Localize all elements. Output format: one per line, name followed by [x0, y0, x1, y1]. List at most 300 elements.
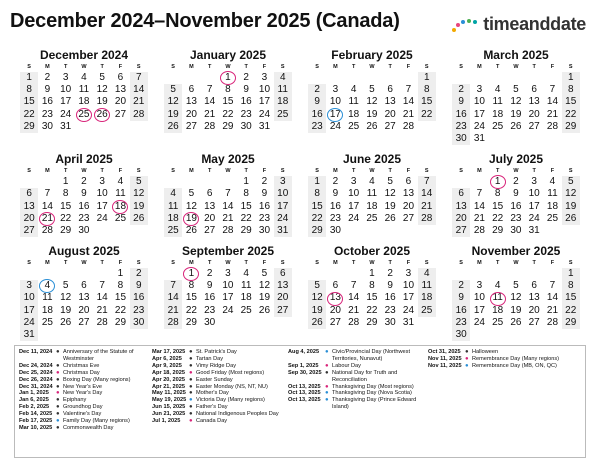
day-cell: 25	[418, 305, 436, 317]
day-cell: 18	[492, 304, 504, 316]
day-cell: 9	[308, 96, 326, 108]
day-cell: 27	[402, 212, 415, 224]
day-cell: 12	[164, 96, 182, 108]
day-cell: 14	[41, 200, 53, 212]
day-cell: 19	[510, 108, 522, 120]
bullet-icon: ●	[189, 349, 193, 355]
day-cell: 3	[225, 268, 231, 280]
day-cell: 10	[258, 84, 271, 96]
weekday-label: S	[171, 168, 175, 175]
month-name: March 2025	[483, 48, 549, 62]
day-cell: 28	[546, 316, 559, 328]
day-cell: 24	[222, 304, 234, 316]
day-cell: 16	[78, 200, 90, 212]
month-calendar	[452, 47, 580, 145]
day-cell: 25	[41, 316, 53, 328]
empty-day-cell	[525, 268, 543, 280]
legend-holiday-name: Father's Day	[196, 404, 228, 411]
day-cell: 8	[494, 188, 501, 200]
day-cell: 3	[261, 72, 268, 83]
weekday-label: W	[369, 168, 375, 175]
day-cell: 25	[492, 120, 504, 132]
bullet-icon: ●	[56, 418, 60, 425]
legend-entry	[288, 363, 425, 370]
holiday-day: 1	[489, 176, 507, 188]
day-cell: 30	[510, 224, 522, 236]
legend-entry	[152, 349, 285, 356]
timeanddate-logo-icon	[451, 17, 479, 33]
empty-day-cell	[164, 268, 182, 280]
bullet-icon: ●	[56, 390, 60, 397]
day-cell: 20	[329, 304, 341, 316]
day-cell: 9	[332, 188, 339, 200]
day-cell: 28	[41, 224, 53, 236]
legend-date: Apr 18, 2025	[152, 369, 185, 376]
bullet-icon: ●	[56, 383, 60, 390]
legend-holiday-name: National Day for Truth and Reconciliation	[332, 369, 398, 383]
day-cell: 5	[513, 280, 519, 292]
day-cell: 8	[562, 280, 580, 292]
legend-date: Oct 13, 2025	[288, 383, 321, 390]
regional-holiday-day: 17	[326, 109, 344, 121]
legend-date: Mar 10, 2025	[19, 424, 53, 431]
empty-day-cell	[525, 72, 543, 84]
weekday-label: S	[459, 168, 463, 175]
weekday-label: T	[244, 64, 248, 70]
weekday-header	[20, 259, 148, 268]
weekday-label: S	[315, 168, 319, 175]
day-cell: 27	[204, 224, 216, 236]
weekday-label: F	[550, 260, 555, 267]
day-cell: 22	[492, 212, 504, 224]
weekday-label: T	[388, 64, 392, 70]
empty-day-cell	[507, 72, 525, 84]
day-cell: 22	[20, 109, 38, 121]
day-cell: 21	[130, 96, 148, 108]
day-cell: 11	[42, 292, 53, 304]
day-cell: 28	[204, 120, 216, 132]
weekday-label: F	[262, 260, 267, 267]
day-cell: 25	[164, 225, 182, 237]
day-cell: 2	[308, 84, 326, 96]
day-cell: 15	[562, 96, 580, 108]
day-cell: 5	[261, 268, 268, 280]
weekday-label: W	[513, 168, 519, 175]
day-cell: 13	[204, 200, 216, 212]
day-cell: 8	[62, 188, 69, 200]
day-cell: 15	[562, 292, 580, 304]
day-cell: 30	[452, 329, 470, 341]
holiday-day: 1	[219, 72, 237, 84]
empty-day-cell	[75, 268, 93, 280]
weekday-label: W	[81, 260, 87, 267]
weekday-label: T	[388, 168, 392, 175]
day-cell: 27	[185, 120, 197, 132]
month-name: September 2025	[181, 244, 275, 259]
legend-date: Dec 24, 2024	[19, 362, 53, 369]
legend-entry	[428, 349, 588, 356]
day-cell: 14	[402, 96, 415, 108]
day-cell: 29	[185, 316, 197, 328]
day-cell: 27	[528, 316, 540, 328]
day-cell: 12	[384, 188, 396, 200]
legend-entry	[152, 397, 285, 404]
day-cell: 23	[510, 212, 522, 224]
day-cell: 24	[473, 316, 485, 328]
bullet-icon: ●	[325, 390, 329, 397]
day-cell: 9	[261, 188, 268, 200]
day-cell: 12	[562, 188, 580, 200]
day-cell: 4	[369, 176, 375, 188]
day-cell: 23	[308, 121, 326, 133]
month-name: October 2025	[333, 244, 411, 259]
empty-day-cell	[326, 72, 344, 84]
day-cell: 18	[41, 304, 53, 316]
day-cell: 11	[366, 188, 378, 200]
weekday-label: T	[207, 168, 212, 175]
weekday-label: S	[136, 260, 141, 267]
empty-day-cell	[363, 72, 381, 84]
day-cell: 25	[492, 316, 504, 328]
legend-entry	[19, 377, 149, 384]
weekday-label: S	[171, 64, 175, 70]
empty-day-cell	[164, 176, 182, 188]
legend-holiday-name: Christmas Eve	[63, 362, 100, 369]
day-cell: 13	[114, 84, 127, 96]
weekday-label: T	[244, 260, 248, 267]
day-cell: 22	[60, 212, 72, 224]
weekday-label: W	[81, 168, 87, 175]
day-cell: 19	[384, 200, 396, 212]
day-cell: 18	[348, 108, 360, 120]
day-cell: 7	[350, 280, 357, 292]
holiday-day: 21	[38, 213, 56, 225]
day-cell: 29	[562, 121, 580, 133]
legend-entry	[152, 384, 285, 391]
day-cell: 16	[240, 96, 252, 108]
weekday-header	[452, 63, 580, 72]
day-cell: 16	[452, 305, 470, 317]
day-cell: 26	[366, 120, 378, 132]
day-cell: 22	[418, 109, 436, 121]
day-cell: 13	[528, 292, 540, 304]
day-cell: 16	[452, 109, 470, 121]
day-cell: 10	[20, 292, 38, 304]
month-name: January 2025	[189, 48, 267, 62]
day-cell: 26	[185, 224, 197, 236]
legend-date: Feb 2, 2025	[19, 404, 50, 411]
weekday-header	[308, 63, 436, 72]
legend-holiday-name: Easter Sunday	[196, 376, 233, 383]
legend-date: Nov 11, 2025	[428, 355, 462, 362]
empty-day-cell	[38, 176, 56, 188]
bullet-icon: ●	[189, 404, 193, 411]
weekday-label: M	[189, 64, 194, 70]
day-cell: 23	[452, 121, 470, 133]
empty-day-cell	[470, 268, 488, 280]
empty-day-cell	[93, 268, 111, 280]
day-cell: 4	[117, 176, 124, 188]
bullet-icon: ●	[189, 383, 193, 390]
day-cell: 29	[308, 225, 326, 237]
weekday-label: W	[369, 260, 375, 267]
legend-holiday-name: Labour Day	[332, 362, 361, 369]
holiday-legend	[14, 345, 586, 458]
day-cell: 2	[261, 176, 268, 188]
day-cell: 21	[546, 304, 559, 316]
day-cell: 12	[60, 292, 72, 304]
weekday-label: T	[63, 168, 68, 175]
day-cell: 7	[549, 84, 556, 96]
month-calendar	[164, 243, 292, 341]
bullet-icon: ●	[465, 362, 469, 369]
month-calendar	[164, 151, 292, 237]
empty-day-cell	[489, 72, 507, 84]
legend-holiday-name: Civic/Provincial Day (Northwest Territories, Nunavut)	[332, 349, 411, 362]
day-cell: 11	[274, 84, 292, 96]
day-cell: 4	[274, 72, 292, 84]
day-cell: 1	[418, 72, 436, 84]
day-cell: 30	[329, 224, 341, 236]
legend-holiday-name: Valentine's Day	[63, 411, 102, 418]
holiday-day: 18	[111, 201, 129, 213]
legend-entry	[19, 418, 149, 425]
weekday-label: W	[81, 64, 87, 70]
month-calendar	[164, 47, 292, 145]
day-cell: 5	[99, 72, 105, 83]
legend-holiday-name: Thanksgiving Day (Nova Scotia)	[332, 390, 412, 397]
day-cell: 2	[130, 268, 148, 280]
day-cell: 21	[348, 304, 360, 316]
empty-day-cell	[381, 72, 399, 84]
legend-holiday-name: St. Patrick's Day	[196, 349, 237, 355]
day-grid	[452, 268, 580, 341]
weekday-header	[164, 259, 292, 268]
weekday-label: W	[225, 260, 231, 267]
weekday-label: F	[118, 168, 123, 175]
weekday-label: S	[280, 64, 285, 70]
legend-holiday-name: Canada Day	[196, 418, 228, 425]
day-cell: 15	[20, 96, 38, 108]
day-cell: 13	[528, 96, 540, 108]
weekday-label: T	[63, 64, 68, 70]
day-cell: 8	[369, 280, 375, 292]
day-cell: 18	[546, 200, 559, 212]
day-cell: 25	[114, 212, 127, 224]
weekday-label: M	[189, 168, 194, 175]
legend-holiday-name: Remembrance Day (Many regions)	[472, 355, 560, 362]
day-cell: 26	[60, 316, 72, 328]
legend-date: May 11, 2025	[152, 390, 186, 397]
day-cell: 22	[240, 212, 252, 224]
weekday-label: M	[333, 64, 338, 70]
day-cell: 4	[549, 176, 556, 188]
day-cell: 14	[96, 292, 108, 304]
weekday-label: F	[550, 168, 555, 175]
legend-date: Jan 1, 2025	[19, 390, 49, 397]
weekday-label: F	[406, 260, 411, 267]
legend-entry	[152, 356, 285, 363]
day-cell: 8	[188, 280, 195, 292]
legend-entry	[152, 377, 285, 384]
day-cell: 14	[546, 292, 559, 304]
day-cell: 30	[240, 120, 252, 132]
day-cell: 24	[473, 120, 485, 132]
legend-entry	[19, 349, 149, 363]
day-cell: 31	[473, 132, 485, 144]
weekday-label: F	[550, 64, 555, 70]
day-cell: 15	[366, 292, 378, 304]
legend-date: Jun 21, 2025	[152, 411, 186, 418]
day-cell: 19	[164, 109, 182, 121]
empty-day-cell	[399, 72, 417, 84]
weekday-label: S	[27, 168, 31, 175]
weekday-label: T	[532, 260, 536, 267]
day-cell: 21	[402, 108, 415, 120]
day-cell: 17	[274, 201, 292, 213]
day-cell: 11	[164, 201, 182, 213]
day-cell: 5	[188, 188, 195, 200]
day-cell: 24	[348, 212, 360, 224]
day-cell: 6	[188, 84, 195, 96]
day-cell: 2	[206, 268, 213, 280]
weekday-label: T	[351, 168, 356, 175]
day-cell: 9	[130, 280, 148, 292]
day-cell: 16	[384, 292, 396, 304]
bullet-icon: ●	[56, 397, 60, 404]
legend-date: Dec 11, 2024	[19, 349, 53, 355]
day-cell: 22	[308, 213, 326, 225]
day-cell: 21	[546, 108, 559, 120]
month-name: May 2025	[201, 152, 255, 167]
weekday-header	[20, 167, 148, 176]
weekday-label: S	[280, 168, 285, 175]
weekday-label: S	[459, 260, 463, 267]
legend-date: Dec 31, 2024	[19, 383, 53, 390]
bullet-icon: ●	[56, 362, 60, 369]
day-cell: 13	[78, 292, 90, 304]
weekday-label: T	[244, 168, 248, 175]
weekday-label: T	[495, 260, 500, 267]
weekday-label: S	[27, 260, 31, 267]
day-cell: 2	[44, 72, 51, 83]
day-cell: 1	[562, 72, 580, 84]
day-cell: 26	[130, 213, 148, 225]
day-cell: 6	[452, 188, 470, 200]
day-cell: 7	[549, 280, 556, 292]
day-cell: 27	[452, 225, 470, 237]
day-cell: 11	[115, 188, 126, 200]
weekday-label: T	[207, 260, 212, 267]
day-cell: 5	[308, 280, 326, 292]
weekday-label: M	[45, 64, 50, 70]
day-cell: 10	[402, 280, 415, 292]
day-cell: 23	[204, 304, 216, 316]
day-cell: 10	[96, 188, 108, 200]
legend-date: Oct 13, 2025	[288, 397, 321, 404]
day-grid	[308, 72, 436, 133]
weekday-header	[308, 167, 436, 176]
weekday-label: T	[207, 64, 212, 70]
legend-entry	[19, 397, 149, 404]
day-cell: 13	[274, 280, 292, 292]
day-cell: 31	[274, 225, 292, 237]
day-cell: 16	[329, 200, 341, 212]
day-cell: 21	[222, 212, 234, 224]
day-cell: 22	[222, 108, 234, 120]
bullet-icon: ●	[189, 362, 193, 369]
weekday-label: S	[136, 168, 141, 175]
weekday-label: M	[477, 260, 482, 267]
bullet-icon: ●	[56, 376, 60, 383]
weekday-label: T	[495, 168, 500, 175]
legend-date: Feb 14, 2025	[19, 411, 53, 418]
legend-date: Apr 6, 2025	[152, 355, 182, 362]
day-cell: 18	[492, 108, 504, 120]
timeanddate-logo[interactable]	[451, 14, 586, 35]
day-cell: 20	[204, 212, 216, 224]
day-cell: 8	[20, 84, 38, 96]
day-grid	[452, 72, 580, 145]
day-cell: 30	[384, 316, 396, 328]
day-cell: 6	[405, 176, 412, 188]
day-cell: 29	[20, 121, 38, 133]
day-cell: 1	[369, 268, 375, 280]
legend-entry	[19, 411, 149, 418]
day-cell: 19	[562, 201, 580, 213]
day-cell: 28	[222, 224, 234, 236]
legend-column	[428, 349, 588, 454]
day-cell: 30	[130, 317, 148, 329]
day-cell: 14	[204, 96, 216, 108]
day-cell: 30	[204, 316, 216, 328]
day-cell: 17	[348, 200, 360, 212]
day-grid	[164, 268, 292, 329]
day-cell: 10	[473, 292, 485, 304]
day-cell: 4	[494, 84, 501, 96]
day-cell: 13	[384, 96, 396, 108]
day-cell: 5	[562, 176, 580, 188]
day-cell: 7	[44, 188, 51, 200]
legend-column	[19, 349, 149, 454]
legend-holiday-name: Groundhog Day	[63, 404, 103, 411]
day-cell: 22	[366, 304, 378, 316]
day-cell: 12	[258, 280, 271, 292]
day-cell: 3	[476, 280, 483, 292]
legend-date: Sep 30, 2025	[288, 369, 322, 376]
day-cell: 8	[308, 188, 326, 200]
legend-entry	[428, 356, 588, 363]
day-cell: 6	[81, 280, 87, 292]
day-cell: 24	[528, 212, 540, 224]
day-cell: 28	[418, 213, 436, 225]
day-cell: 28	[402, 120, 415, 132]
day-cell: 24	[20, 317, 38, 329]
day-cell: 15	[222, 96, 234, 108]
day-cell: 3	[531, 176, 537, 188]
legend-column	[288, 349, 425, 454]
day-cell: 18	[164, 213, 182, 225]
day-cell: 7	[405, 84, 412, 96]
day-cell: 2	[81, 176, 87, 188]
day-cell: 12	[130, 188, 148, 200]
day-cell: 8	[117, 280, 124, 292]
legend-entry	[19, 370, 149, 377]
day-cell: 12	[510, 96, 522, 108]
day-cell: 1	[562, 268, 580, 280]
day-cell: 11	[78, 84, 90, 96]
empty-day-cell	[20, 176, 38, 188]
